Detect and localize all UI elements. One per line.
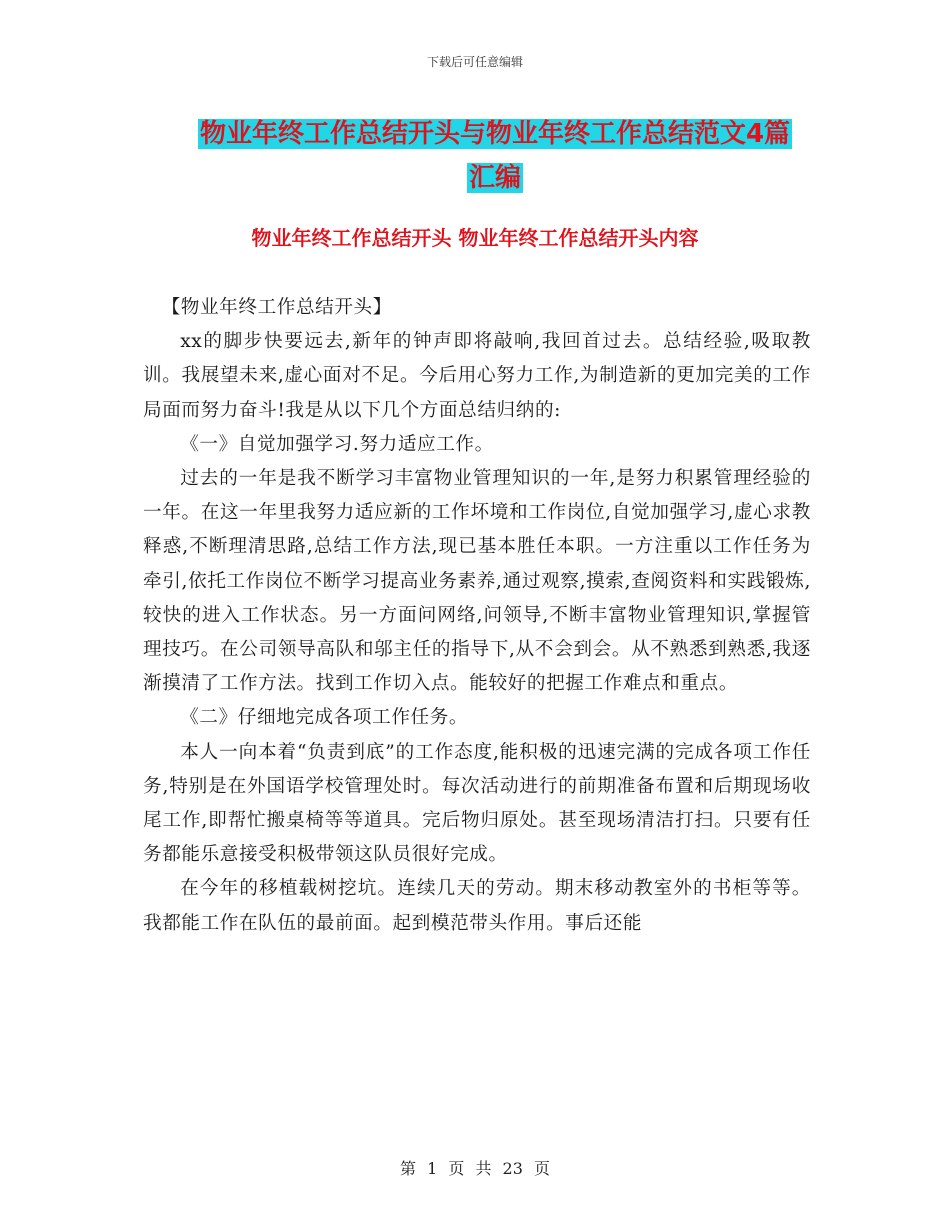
paragraph: xx的脚步快要远去,新年的钟声即将敲响,我回首过去。总结经验,吸取教训。我展望未来,虚心面对不足。今后用心努力工作,为制造新的更加完美的工作局面而努力奋斗!我是从以下几个方面总结归纳的: (143, 331, 811, 421)
document-title (180, 112, 810, 200)
title-line-1: 物业年终工作总结开头与物业年终工作总结范文4篇 (199, 119, 791, 149)
paragraph: 本人一向本着“负责到底”的工作态度,能积极的迅速完满的完成各项工作任务,特别是在外国语学校管理处时。每次活动进行的前期准备布置和后期现场收尾工作,即帮忙搬桌椅等等道具。完后物归原处。甚至现场清洁打扫。只要有任务都能乐意接受积极带领这队员很好完成。 (143, 741, 811, 866)
section-heading: 【物业年终工作总结开头】 (161, 297, 392, 318)
title-line-2: 汇编 (468, 163, 521, 193)
section-subtitle: 物业年终工作总结开头 物业年终工作总结开头内容 (251, 226, 699, 250)
header-note: 下载后可任意编辑 (426, 55, 523, 69)
paragraph: 过去的一年是我不断学习丰富物业管理知识的一年,是努力积累管理经验的一年。在这一年里我努力适应新的工作坏境和工作岗位,自觉加强学习,虚心求教释惑,不断理清思路,总结工作方法,现已基本胜任本职。一方注重以工作任务为牵引,依托工作岗位不断学习提高业务素养,通过观察,摸索,查阅资料和实践锻炼,较快的进入工作状态。另一方面问网络,问领导,不断丰富物业管理知识,掌握管理技巧。在公司领导高队和邬主任的指导下,从不会到会。从不熟悉到熟悉,我逐渐摸清了工作方法。找到工作切入点。能较好的把握工作难点和重点。 (143, 468, 811, 695)
body-text (143, 291, 811, 941)
paragraph: 在今年的移植载树挖坑。连续几天的劳动。期末移动教室外的书柜等等。我都能工作在队伍的最前面。起到模范带头作用。事后还能 (143, 878, 811, 934)
subsection-heading: 《一》自觉加强学习.努力适应工作。 (180, 433, 494, 455)
subsection-heading: 《二》仔细地完成各项工作任务。 (180, 707, 469, 729)
page-footer: 第 1 页 共 23 页 (400, 1159, 550, 1178)
